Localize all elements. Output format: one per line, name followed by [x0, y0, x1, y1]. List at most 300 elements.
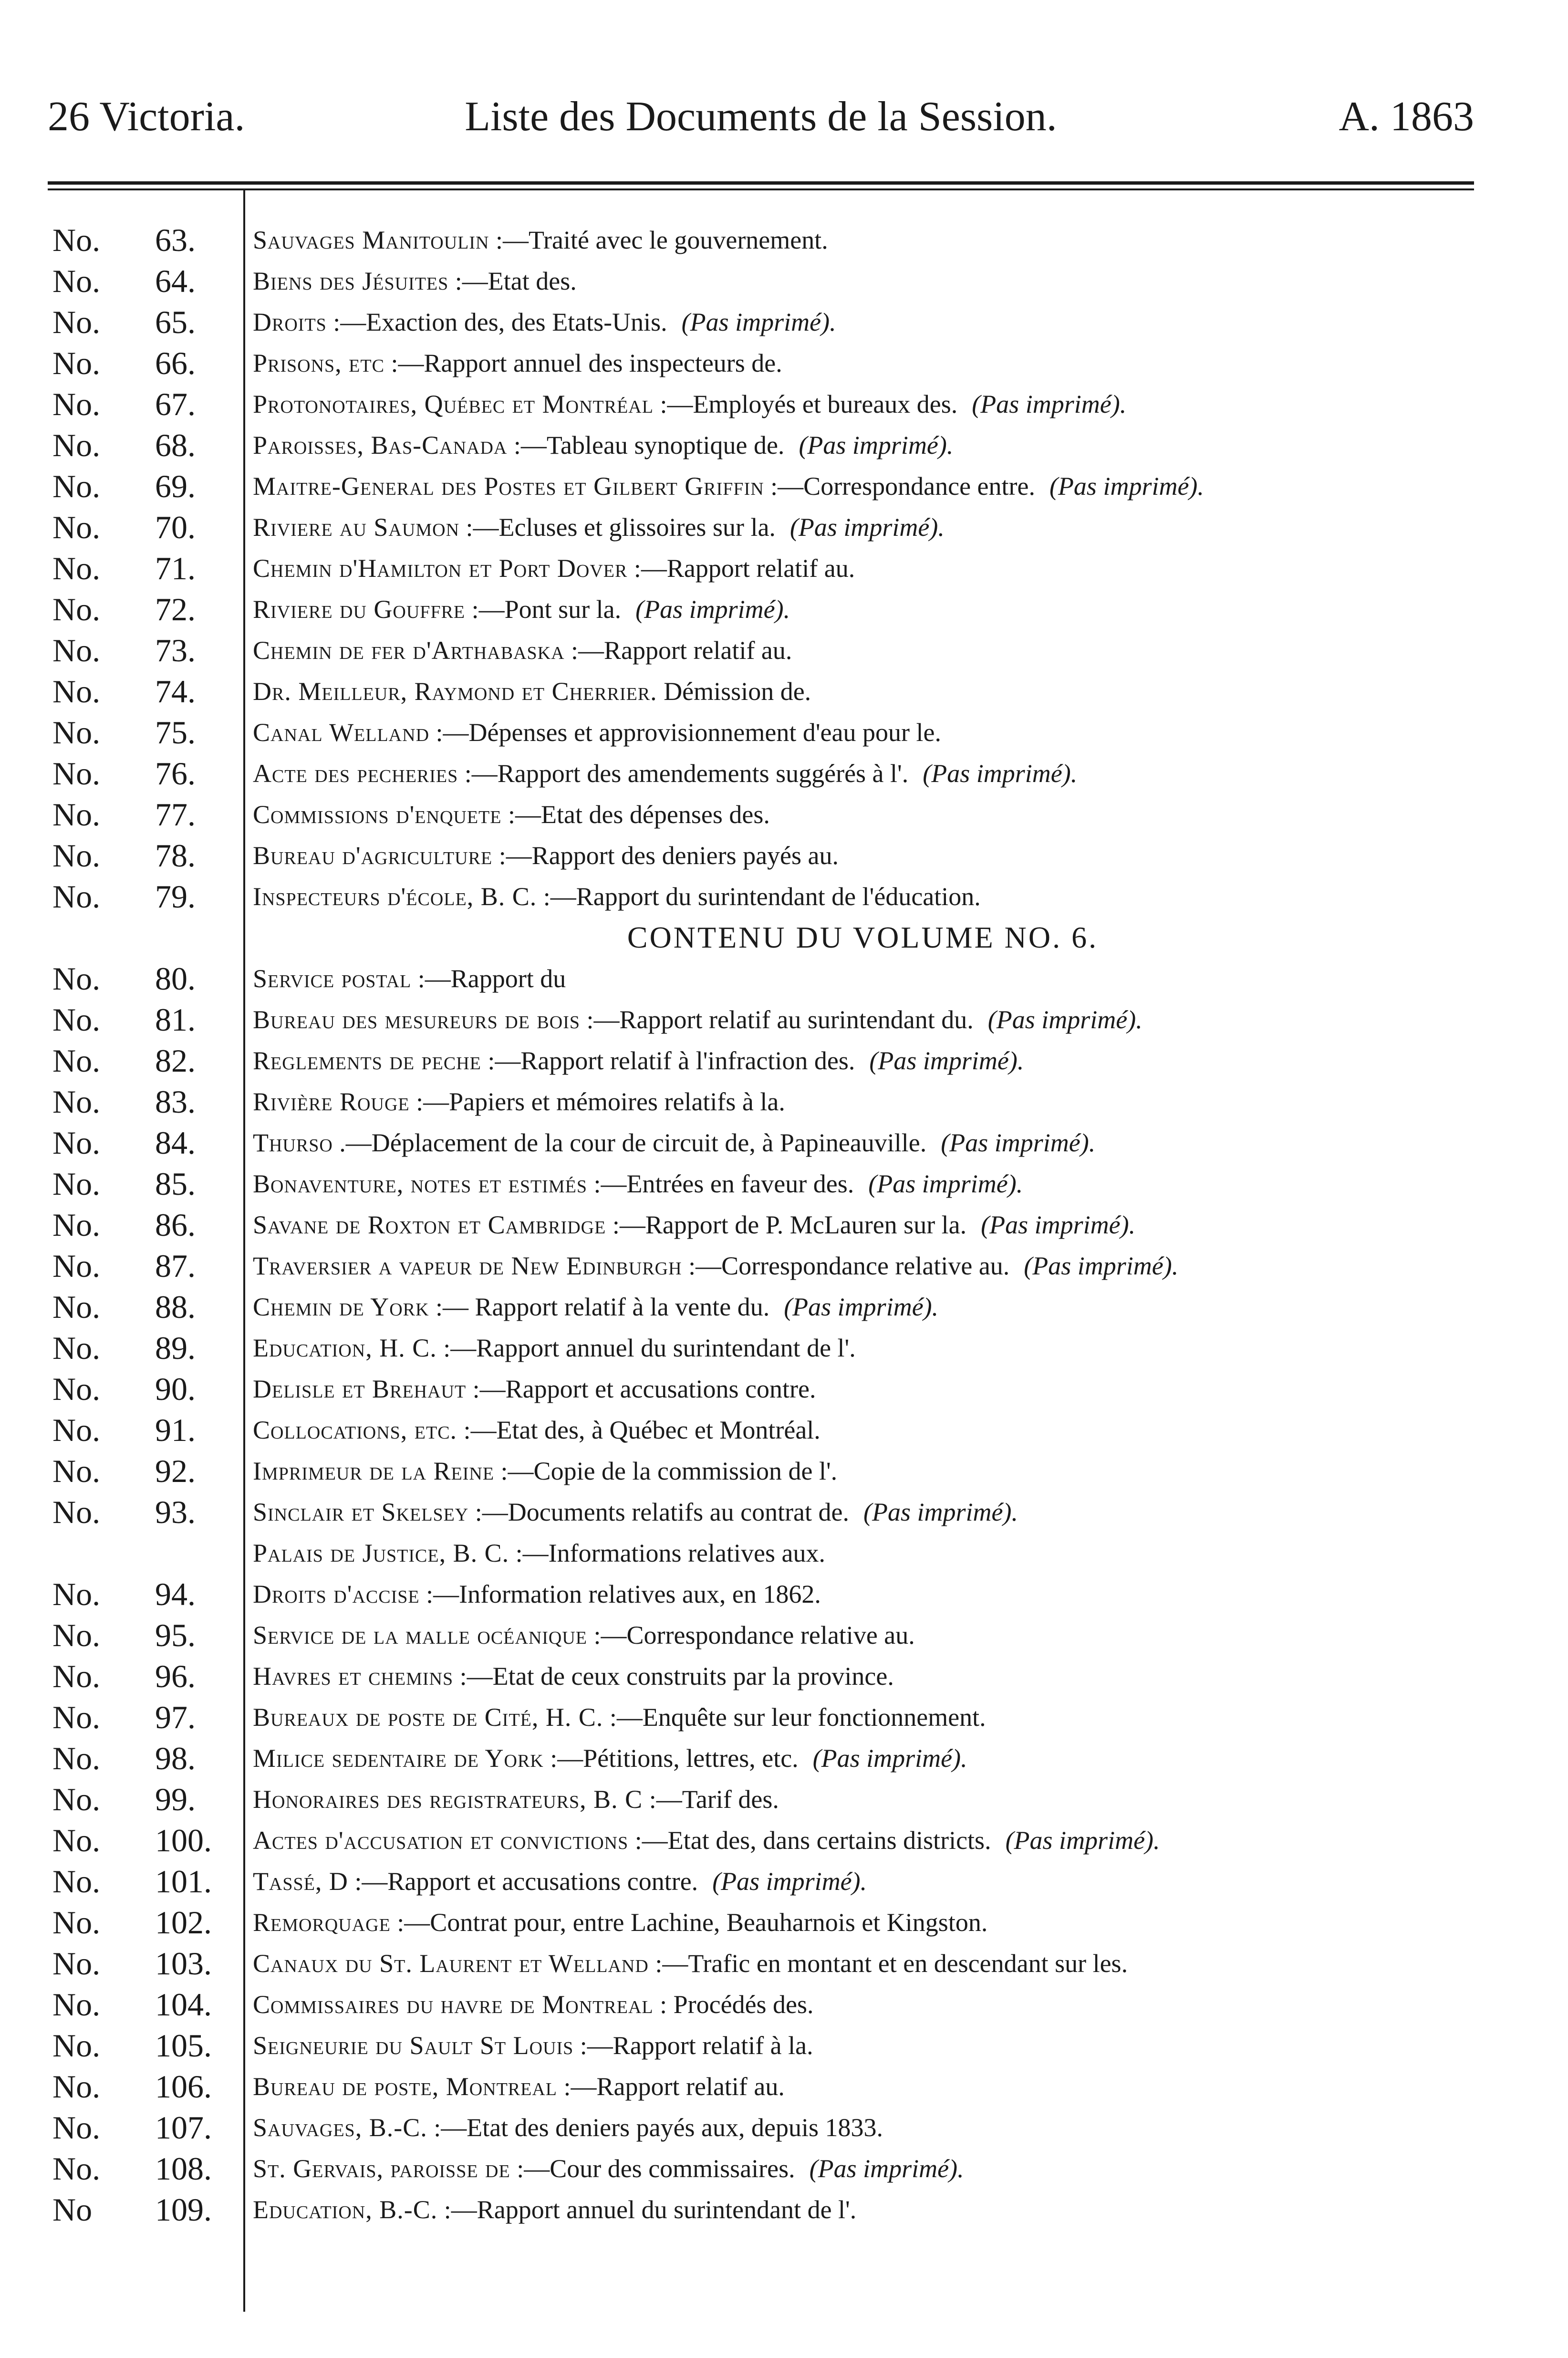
entry-number-label: No. — [52, 1289, 101, 1325]
entry-description — [253, 753, 1077, 794]
document-entry — [0, 2107, 1568, 2148]
entry-subject: Remorquage — [253, 1908, 391, 1937]
entry-subject: Protonotaires, Québec et Montréal — [253, 390, 654, 418]
entry-note: (Pas imprimé). — [1049, 472, 1204, 501]
entry-number-value: 73. — [155, 632, 196, 668]
document-entry — [0, 1492, 1568, 1533]
entry-number — [52, 1779, 239, 1820]
entry-description — [253, 712, 955, 753]
entry-number-label: No. — [52, 1084, 101, 1120]
entry-number-value: 84. — [155, 1125, 196, 1161]
entry-note: (Pas imprimé). — [635, 595, 790, 624]
entry-number — [52, 425, 239, 466]
entry-text: :—Tarif des. — [643, 1785, 779, 1814]
entry-number-label: No. — [52, 1412, 101, 1448]
entry-subject: Honoraires des registrateurs, B. C — [253, 1785, 643, 1814]
volume-heading: CONTENU DU VOLUME NO. 6. — [627, 920, 1099, 954]
entry-description — [253, 1943, 1142, 1984]
entry-number-value: 90. — [155, 1371, 196, 1407]
entry-text: :—Papiers et mémoires relatifs à la. — [409, 1087, 785, 1116]
entry-text: :—Rapport de P. McLauren sur la. — [606, 1210, 967, 1239]
entry-subject: Imprimeur de la Reine — [253, 1457, 495, 1485]
entry-number — [52, 384, 239, 425]
entry-text: :—Employés et bureaux des. — [653, 390, 958, 418]
entry-text: :—Pétitions, lettres, etc. — [543, 1744, 799, 1773]
entry-number-label: No. — [52, 1617, 101, 1653]
entry-number — [52, 1820, 239, 1861]
entry-subject: Canaux du St. Laurent et Welland — [253, 1949, 649, 1978]
entry-subject: Sauvages, B.-C. — [253, 2113, 427, 2142]
entry-description — [253, 1245, 1178, 1286]
entry-number — [52, 1081, 239, 1122]
page-header — [48, 88, 1474, 146]
entry-number — [52, 1204, 239, 1245]
entry-number-value: 99. — [155, 1781, 196, 1817]
entry-description — [253, 1163, 1023, 1204]
entry-number-value: 89. — [155, 1330, 196, 1366]
entry-text: :—Correspondance entre. — [764, 472, 1035, 501]
entry-subject: Bureau des mesureurs de bois — [253, 1005, 580, 1034]
entry-number-value: 97. — [155, 1699, 196, 1735]
document-entry — [0, 384, 1568, 425]
entry-description — [253, 425, 953, 466]
entry-number-label: No. — [52, 714, 101, 751]
document-entry — [0, 1163, 1568, 1204]
entry-number-value: 104. — [155, 1986, 212, 2023]
entry-note: (Pas imprimé). — [789, 513, 945, 542]
entry-number — [52, 671, 239, 712]
document-entry — [0, 1615, 1568, 1656]
entry-number-value: 65. — [155, 304, 196, 340]
document-entry — [0, 630, 1568, 671]
entry-text: :—Rapport relatif au. — [564, 636, 792, 665]
entry-number — [52, 1738, 239, 1779]
entry-subject: Chemin de York — [253, 1293, 429, 1321]
entry-number-value: 95. — [155, 1617, 196, 1653]
entry-text: :—Ecluses et glissoires sur la. — [459, 513, 776, 542]
entry-note: (Pas imprimé). — [712, 1867, 867, 1896]
entry-subject: Tassé, D — [253, 1867, 348, 1896]
document-entry — [0, 958, 1568, 999]
entry-number-label: No. — [52, 673, 101, 709]
header-left: 26 Victoria. — [48, 94, 245, 140]
document-entry — [0, 1081, 1568, 1122]
entry-text: :—Trafic en montant et en descendant sur les. — [648, 1949, 1128, 1978]
document-entry — [0, 1245, 1568, 1286]
entry-text: :—Pont sur la. — [465, 595, 622, 624]
entry-description — [253, 1492, 1018, 1533]
document-entry — [0, 2148, 1568, 2189]
entry-description — [253, 1204, 1135, 1245]
entry-number-label: No. — [52, 304, 101, 340]
entry-description — [253, 1533, 840, 1574]
document-entry — [0, 1040, 1568, 1081]
entry-text: :—Correspondance relative au. — [682, 1252, 1010, 1280]
entry-number-value: 76. — [155, 755, 196, 792]
entry-description — [253, 507, 945, 548]
entry-text: :—Rapport du — [411, 964, 566, 993]
entry-number — [52, 1450, 239, 1492]
entry-description — [253, 1327, 870, 1368]
entry-description — [253, 630, 806, 671]
entry-description — [253, 548, 869, 589]
entry-number — [52, 2148, 239, 2189]
entry-subject: Inspecteurs d'école, B. C. — [253, 882, 537, 911]
entry-number-value: 67. — [155, 386, 196, 422]
entry-number-value: 78. — [155, 837, 196, 874]
entry-subject: Rivière Rouge — [253, 1087, 410, 1116]
entry-number — [52, 1122, 239, 1163]
entry-number — [52, 999, 239, 1040]
volume-heading-row — [0, 917, 1568, 958]
entry-subject: Sinclair et Skelsey — [253, 1498, 469, 1526]
entry-text: :—Enquête sur leur fonctionnement. — [603, 1703, 986, 1732]
entry-number — [52, 1861, 239, 1902]
entry-description — [253, 219, 842, 261]
entry-number-value: 83. — [155, 1084, 196, 1120]
entry-number — [52, 1368, 239, 1409]
entry-number-label: No. — [52, 1166, 101, 1202]
entry-number-value: 94. — [155, 1576, 196, 1612]
entry-text: :—Rapport relatif à la. — [573, 2031, 813, 2060]
document-entry — [0, 1943, 1568, 1984]
entry-description — [253, 589, 790, 630]
entry-description — [253, 1081, 800, 1122]
entry-text: :—Rapport et accusations contre. — [466, 1375, 816, 1403]
entry-description — [253, 999, 1142, 1040]
entry-description — [253, 466, 1204, 507]
entry-number-label: No — [52, 2191, 93, 2228]
entry-description — [253, 1861, 867, 1902]
entry-number-label: No. — [52, 1576, 101, 1612]
entry-number-label: No. — [52, 632, 101, 668]
document-entry — [0, 1450, 1568, 1492]
entry-note: (Pas imprimé). — [1024, 1252, 1179, 1280]
entry-number-label: No. — [52, 2150, 101, 2187]
document-entry — [0, 425, 1568, 466]
entry-number — [52, 753, 239, 794]
entry-subject: Thurso — [253, 1128, 333, 1157]
entry-subject: Prisons, etc — [253, 349, 384, 377]
entry-number-label: No. — [52, 1986, 101, 2023]
entry-text: :—Information relatives aux, en 1862. — [419, 1580, 821, 1608]
entry-number-label: No. — [52, 1125, 101, 1161]
entry-number-value: 108. — [155, 2150, 212, 2187]
entry-note: (Pas imprimé). — [981, 1210, 1136, 1239]
entry-text: :—Rapport et accusations contre. — [348, 1867, 698, 1896]
entry-subject: Riviere au Saumon — [253, 513, 460, 542]
entry-text: :—Informations relatives aux. — [509, 1539, 825, 1567]
entry-number-value: 80. — [155, 960, 196, 997]
entry-description — [253, 2025, 828, 2066]
entry-number-label: No. — [52, 263, 101, 299]
entry-number — [52, 1943, 239, 1984]
entry-text: :—Etat des, dans certains districts. — [628, 1826, 991, 1855]
entry-number — [52, 2025, 239, 2066]
entry-subject: Bureaux de poste de Cité, H. C. — [253, 1703, 603, 1732]
entry-text: :—Rapport des deniers payés au. — [492, 841, 839, 870]
entry-number-label: No. — [52, 1822, 101, 1858]
document-list — [0, 219, 1568, 2230]
entry-number — [52, 2107, 239, 2148]
entry-text: Démission de. — [657, 677, 811, 706]
entry-description — [253, 302, 836, 343]
entry-number-label: No. — [52, 509, 101, 545]
entry-subject: Commissions d'enquete — [253, 800, 502, 829]
entry-text: :—Correspondance relative au. — [587, 1621, 915, 1649]
entry-number-label: No. — [52, 468, 101, 504]
entry-description — [253, 261, 591, 302]
entry-number-label: No. — [52, 1207, 101, 1243]
entry-subject: Canal Welland — [253, 718, 430, 747]
entry-number — [52, 1409, 239, 1450]
entry-subject: Seigneurie du Sault St Louis — [253, 2031, 574, 2060]
document-entry — [0, 2189, 1568, 2230]
entry-description — [253, 1984, 828, 2025]
entry-text: :—Rapport relatif à l'infraction des. — [481, 1046, 855, 1075]
entry-number-label: No. — [52, 2109, 101, 2146]
document-entry — [0, 794, 1568, 835]
entry-description — [253, 1615, 929, 1656]
entry-number — [52, 507, 239, 548]
entry-number-label: No. — [52, 1330, 101, 1366]
entry-note: (Pas imprimé). — [987, 1005, 1142, 1034]
entry-text: :—Contrat pour, entre Lachine, Beauharnois et Kingston. — [390, 1908, 988, 1937]
entry-subject: Chemin d'Hamilton et Port Dover — [253, 554, 628, 583]
entry-number — [52, 876, 239, 917]
entry-number-label: No. — [52, 591, 101, 627]
document-entry — [0, 548, 1568, 589]
entry-subject: Milice sedentaire de York — [253, 1744, 544, 1773]
entry-description — [253, 1574, 835, 1615]
entry-number-label: No. — [52, 427, 101, 463]
entry-number — [52, 835, 239, 876]
entry-subject: Reglements de peche — [253, 1046, 481, 1075]
entry-note: (Pas imprimé). — [972, 390, 1127, 418]
entry-subject: Sauvages Manitoulin — [253, 226, 489, 254]
entry-number-value: 102. — [155, 1904, 212, 1941]
document-entry — [0, 302, 1568, 343]
entry-number-value: 72. — [155, 591, 196, 627]
entry-subject: Service de la malle océanique — [253, 1621, 588, 1649]
entry-number-label: No. — [52, 1002, 101, 1038]
entry-description — [253, 1409, 835, 1450]
document-entry — [0, 343, 1568, 384]
entry-number-value: 107. — [155, 2109, 212, 2146]
entry-number-label: No. — [52, 550, 101, 586]
entry-number-value: 87. — [155, 1248, 196, 1284]
entry-text: : Procédés des. — [653, 1990, 814, 2019]
entry-subject: Riviere du Gouffre — [253, 595, 466, 624]
entry-number-value: 88. — [155, 1289, 196, 1325]
entry-number — [52, 1984, 239, 2025]
entry-subject: Education, H. C. — [253, 1334, 437, 1362]
document-entry — [0, 2066, 1568, 2107]
entry-number — [52, 1902, 239, 1943]
entry-text: :—Traité avec le gouvernement. — [489, 226, 828, 254]
entry-note: (Pas imprimé). — [809, 2154, 964, 2183]
entry-subject: Bureau de poste, Montreal — [253, 2072, 558, 2101]
entry-number-label: No. — [52, 1740, 101, 1776]
entry-number — [52, 343, 239, 384]
entry-note: (Pas imprimé). — [812, 1744, 967, 1773]
entry-subject: Acte des pecheries — [253, 759, 458, 788]
entry-description — [253, 1738, 967, 1779]
document-entry — [0, 1122, 1568, 1163]
entry-number-label: No. — [52, 1371, 101, 1407]
document-entry — [0, 1286, 1568, 1327]
entry-text: :—Rapport annuel des inspecteurs de. — [384, 349, 782, 377]
entry-subject: Actes d'accusation et convictions — [253, 1826, 629, 1855]
entry-description — [253, 2148, 964, 2189]
document-entry — [0, 1902, 1568, 1943]
entry-number-value: 79. — [155, 878, 196, 915]
entry-note: (Pas imprimé). — [784, 1293, 939, 1321]
entry-number — [52, 712, 239, 753]
document-entry — [0, 671, 1568, 712]
entry-description — [253, 1820, 1160, 1861]
entry-number — [52, 1040, 239, 1081]
entry-description — [253, 1368, 830, 1409]
entry-number-value: 74. — [155, 673, 196, 709]
entry-subject: Chemin de fer d'Arthabaska — [253, 636, 565, 665]
entry-number-value: 81. — [155, 1002, 196, 1038]
entry-subject: Bureau d'agriculture — [253, 841, 493, 870]
entry-number-label: No. — [52, 1658, 101, 1694]
entry-description — [253, 1697, 1000, 1738]
entry-text: :— Rapport relatif à la vente du. — [429, 1293, 770, 1321]
entry-number-label: No. — [52, 1945, 101, 1982]
entry-subject: Maitre-General des Postes et Gilbert Griffin — [253, 472, 764, 501]
document-entry — [0, 712, 1568, 753]
entry-description — [253, 343, 797, 384]
entry-number-label: No. — [52, 796, 101, 833]
entry-number — [52, 261, 239, 302]
entry-number-value: 100. — [155, 1822, 212, 1858]
entry-text: :—Etat des deniers payés aux, depuis 1833. — [427, 2113, 883, 2142]
header-rule-thin — [48, 188, 1474, 190]
document-entry — [0, 1409, 1568, 1450]
entry-description — [253, 958, 580, 999]
entry-number-label: No. — [52, 386, 101, 422]
entry-text: :—Etat de ceux construits par la province. — [453, 1662, 894, 1690]
entry-description — [253, 1450, 851, 1492]
entry-number — [52, 1286, 239, 1327]
entry-number-label: No. — [52, 2068, 101, 2105]
document-entry — [0, 507, 1568, 548]
entry-subject: Havres et chemins — [253, 1662, 454, 1690]
entry-text: .—Déplacement de la cour de circuit de, à Papineauville. — [332, 1128, 927, 1157]
document-entry — [0, 876, 1568, 917]
entry-number-value: 77. — [155, 796, 196, 833]
entry-text: :—Exaction des, des Etats-Unis. — [326, 308, 667, 336]
entry-number-value: 105. — [155, 2027, 212, 2064]
document-entry — [0, 466, 1568, 507]
entry-subject: Dr. Meilleur, Raymond et Cherrier. — [253, 677, 657, 706]
entry-number — [52, 302, 239, 343]
entry-description — [253, 835, 853, 876]
entry-number — [52, 630, 239, 671]
document-entry — [0, 2025, 1568, 2066]
document-entry — [0, 1327, 1568, 1368]
entry-number — [52, 1492, 239, 1533]
document-entry — [0, 835, 1568, 876]
entry-description — [253, 671, 825, 712]
entry-text: :—Rapport relatif au surintendant du. — [580, 1005, 974, 1034]
document-entry — [0, 1738, 1568, 1779]
entry-text: :—Rapport du surintendant de l'éducation. — [537, 882, 981, 911]
entry-subject: Traversier a vapeur de New Edinburgh — [253, 1252, 682, 1280]
entry-subject: Palais de Justice, B. C. — [253, 1539, 509, 1567]
entry-number — [52, 219, 239, 261]
entry-subject: Delisle et Brehaut — [253, 1375, 467, 1403]
entry-number-label: No. — [52, 1863, 101, 1899]
entry-number-value: 71. — [155, 550, 196, 586]
entry-number — [52, 2189, 239, 2230]
entry-number-value: 85. — [155, 1166, 196, 1202]
document-entry — [0, 1656, 1568, 1697]
document-entry — [0, 1204, 1568, 1245]
entry-description — [253, 2066, 799, 2107]
entry-number-label: No. — [52, 1699, 101, 1735]
entry-number — [52, 589, 239, 630]
entry-number-value: 92. — [155, 1453, 196, 1489]
entry-number-label: No. — [52, 1248, 101, 1284]
entry-text: :—Rapport relatif au. — [557, 2072, 785, 2101]
entry-number-label: No. — [52, 837, 101, 874]
entry-note: (Pas imprimé). — [941, 1128, 1096, 1157]
document-entry — [0, 589, 1568, 630]
header-rule-thick — [48, 181, 1474, 185]
entry-number-label: No. — [52, 755, 101, 792]
document-entry — [0, 1368, 1568, 1409]
entry-note: (Pas imprimé). — [868, 1169, 1023, 1198]
entry-text: :—Etat des, à Québec et Montréal. — [457, 1416, 820, 1444]
entry-text: :—Rapport annuel du surintendant de l'. — [436, 1334, 856, 1362]
header-title: Liste des Documents de la Session. — [465, 94, 1057, 140]
document-entry — [0, 1984, 1568, 2025]
entry-description — [253, 1656, 908, 1697]
entry-number-label: No. — [52, 2027, 101, 2064]
entry-number-value: 86. — [155, 1207, 196, 1243]
entry-note: (Pas imprimé). — [1005, 1826, 1160, 1855]
document-entry — [0, 1533, 1568, 1574]
entry-subject: Education, B.-C. — [253, 2195, 438, 2224]
entry-number-label: No. — [52, 1781, 101, 1817]
entry-text: :—Copie de la commission de l'. — [494, 1457, 838, 1485]
entry-subject: Bonaventure, notes et estimés — [253, 1169, 587, 1198]
entry-number-label: No. — [52, 960, 101, 997]
entry-subject: Biens des Jésuites — [253, 267, 449, 295]
entry-number — [52, 794, 239, 835]
entry-description — [253, 384, 1126, 425]
entry-number — [52, 1615, 239, 1656]
entry-number — [52, 1533, 239, 1574]
entry-number — [52, 2066, 239, 2107]
entry-text: :—Rapport des amendements suggérés à l'. — [458, 759, 909, 788]
entry-number-value: 69. — [155, 468, 196, 504]
entry-description — [253, 2107, 897, 2148]
entry-number-value: 96. — [155, 1658, 196, 1694]
entry-text: :—Tableau synoptique de. — [507, 431, 785, 459]
entry-number — [52, 1697, 239, 1738]
document-entry — [0, 999, 1568, 1040]
entry-number — [52, 1327, 239, 1368]
entry-description — [253, 1779, 793, 1820]
entry-number-label: No. — [52, 1453, 101, 1489]
entry-subject: Paroisses, Bas-Canada — [253, 431, 508, 459]
entry-note: (Pas imprimé). — [923, 759, 1078, 788]
